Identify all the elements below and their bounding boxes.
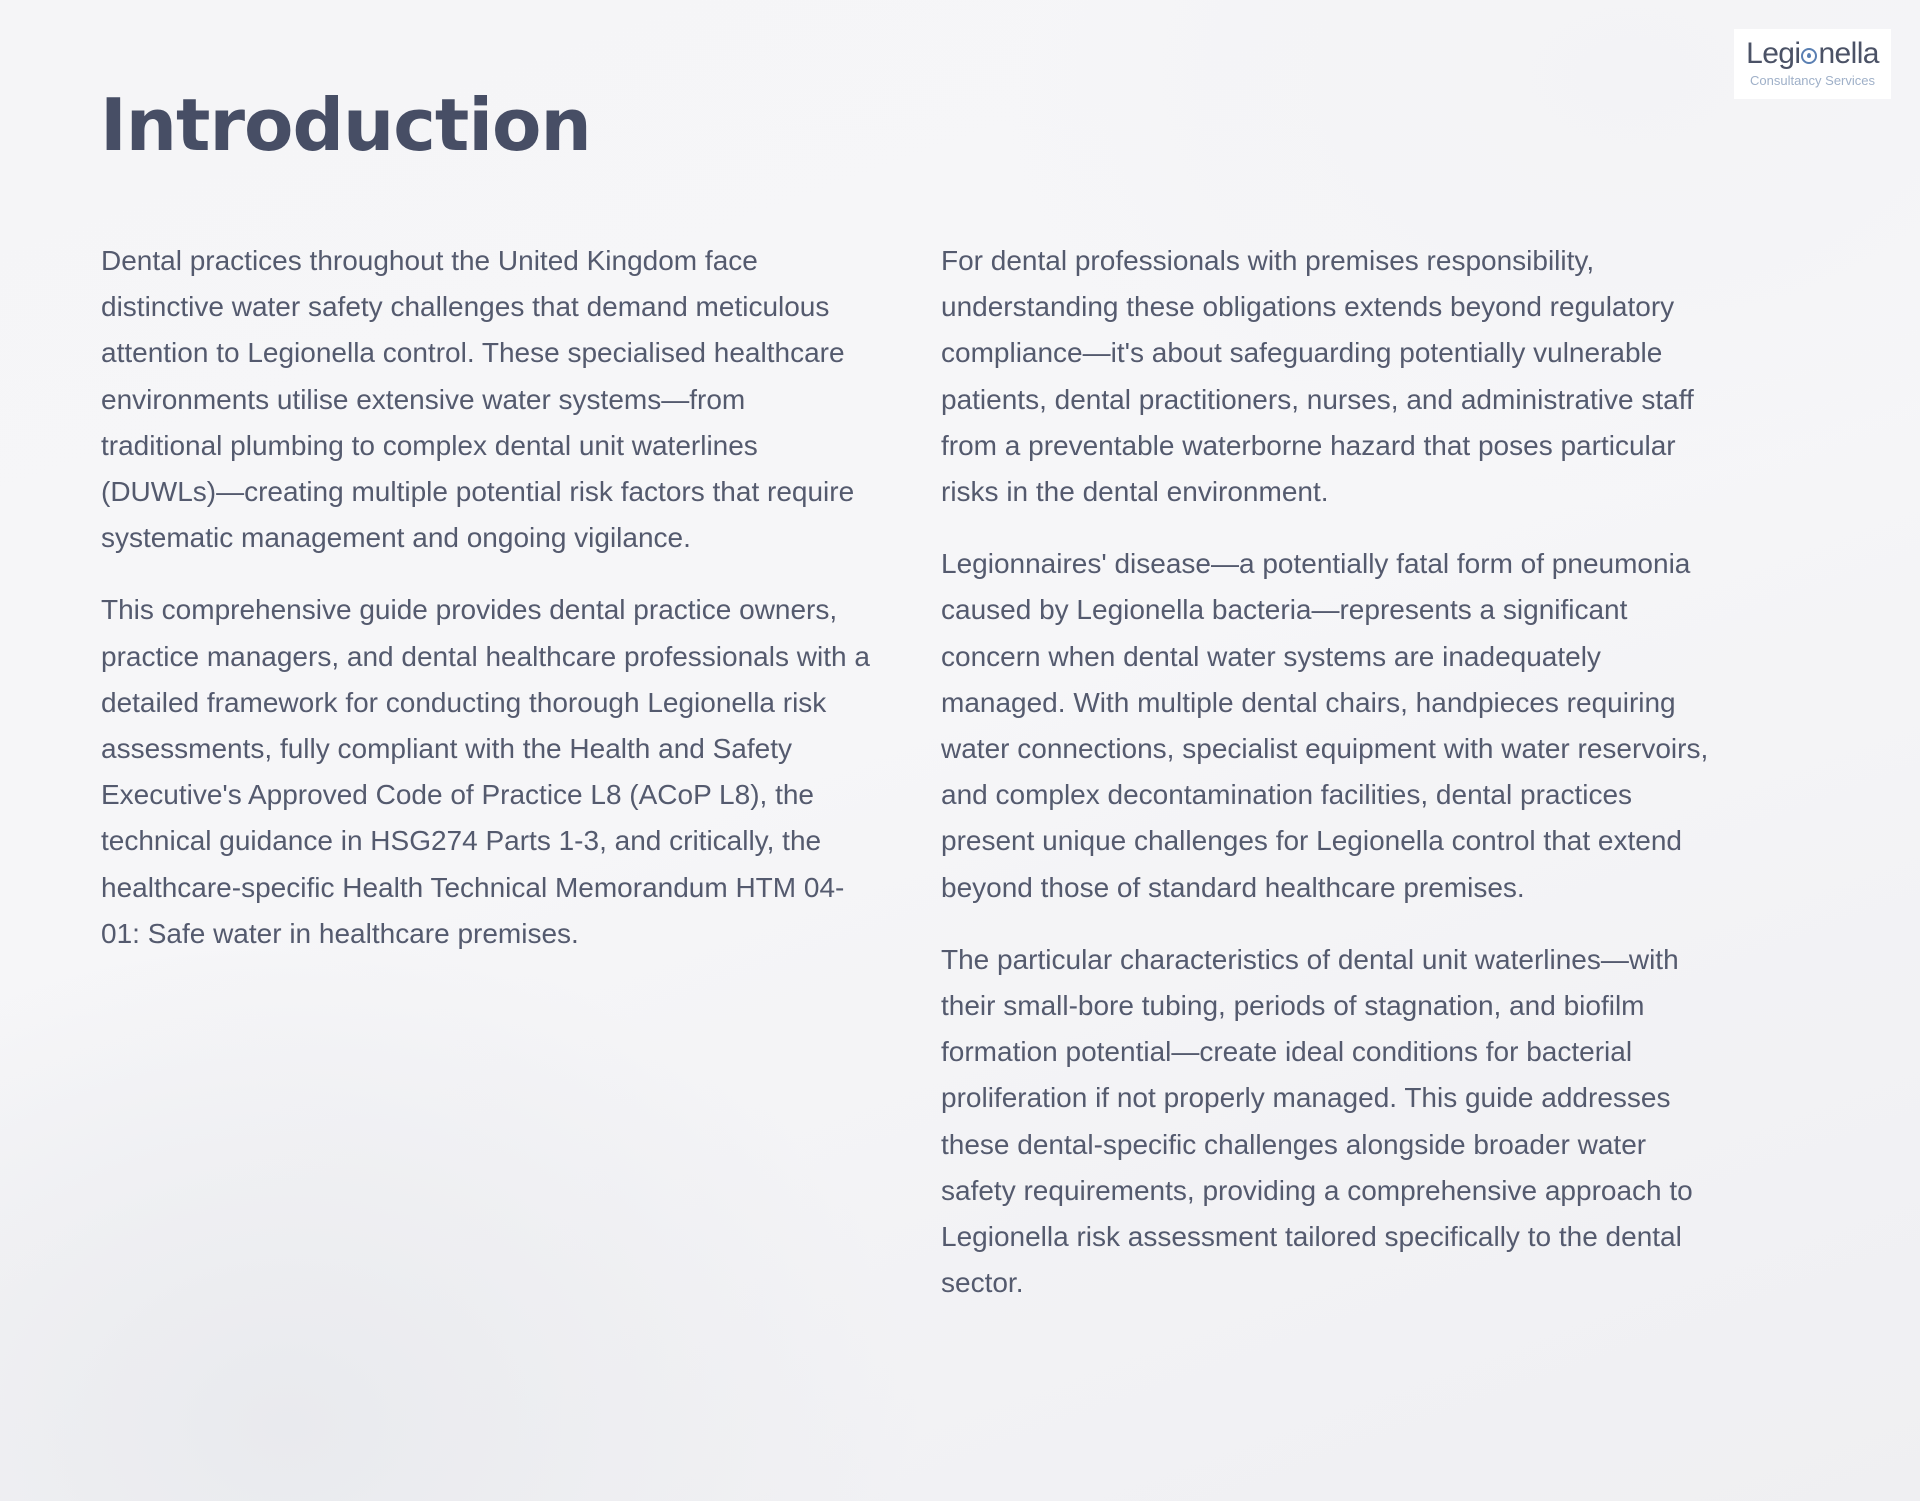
logo-word-end: nella (1818, 37, 1879, 70)
paragraph: Dental practices throughout the United Kingdom face distinctive water safety challenges that demand meticulous attention to Legionella control. These specialised healthcare environments utilise extensive water systems—from traditional plumbing to complex dental unit waterlines (DUWLs)—creating multiple potential risk factors that require systematic management and ongoing vigilance. (101, 245, 855, 554)
left-column (101, 238, 871, 983)
logo-subtitle: Consultancy Services (1750, 73, 1875, 88)
company-logo (1734, 29, 1891, 99)
right-column (941, 238, 1711, 1332)
paragraph: For dental professionals with premises responsibility, understanding these obligations extends beyond regulatory compliance—it's about safeguarding potentially vulnerable patients, dental practitioners, nurses, and administrative staff from a preventable waterborne hazard that poses particular risks in the dental environment. (941, 245, 1694, 508)
paragraph: Legionnaires' disease—a potentially fatal form of pneumonia caused by Legionella bacteria—represents a significant concern when dental water systems are inadequately managed. With multiple dental chairs, handpieces requiring water connections, specialist equipment with water reservoirs, and complex decontamination facilities, dental practices present unique challenges for Legionella control that extend beyond those of standard healthcare premises. (941, 548, 1709, 903)
droplet-o-icon (1801, 48, 1817, 64)
paragraph: The particular characteristics of dental unit waterlines—with their small-bore tubing, periods of stagnation, and biofilm formation potential—create ideal conditions for bacterial proliferation if not properly managed. This guide addresses these dental-specific challenges alongside broader water safety requirements, providing a comprehensive approach to Legionella risk assessment tailored specifically to the dental sector. (941, 943, 1693, 1299)
logo-word-start: Legi (1746, 37, 1801, 70)
page-title: Introduction (100, 83, 591, 167)
logo-wordmark (1734, 36, 1891, 72)
paragraph: This comprehensive guide provides dental practice owners, practice managers, and dental healthcare professionals with a detailed framework for conducting thorough Legionella risk assessments, fully compliant with the Health and Safety Executive's Approved Code of Practice L8 (ACoP L8), the technical guidance in HSG274 Parts 1-3, and critically, the healthcare-specific Health Technical Memorandum HTM 04-01: Safe water in healthcare premises. (101, 594, 870, 949)
